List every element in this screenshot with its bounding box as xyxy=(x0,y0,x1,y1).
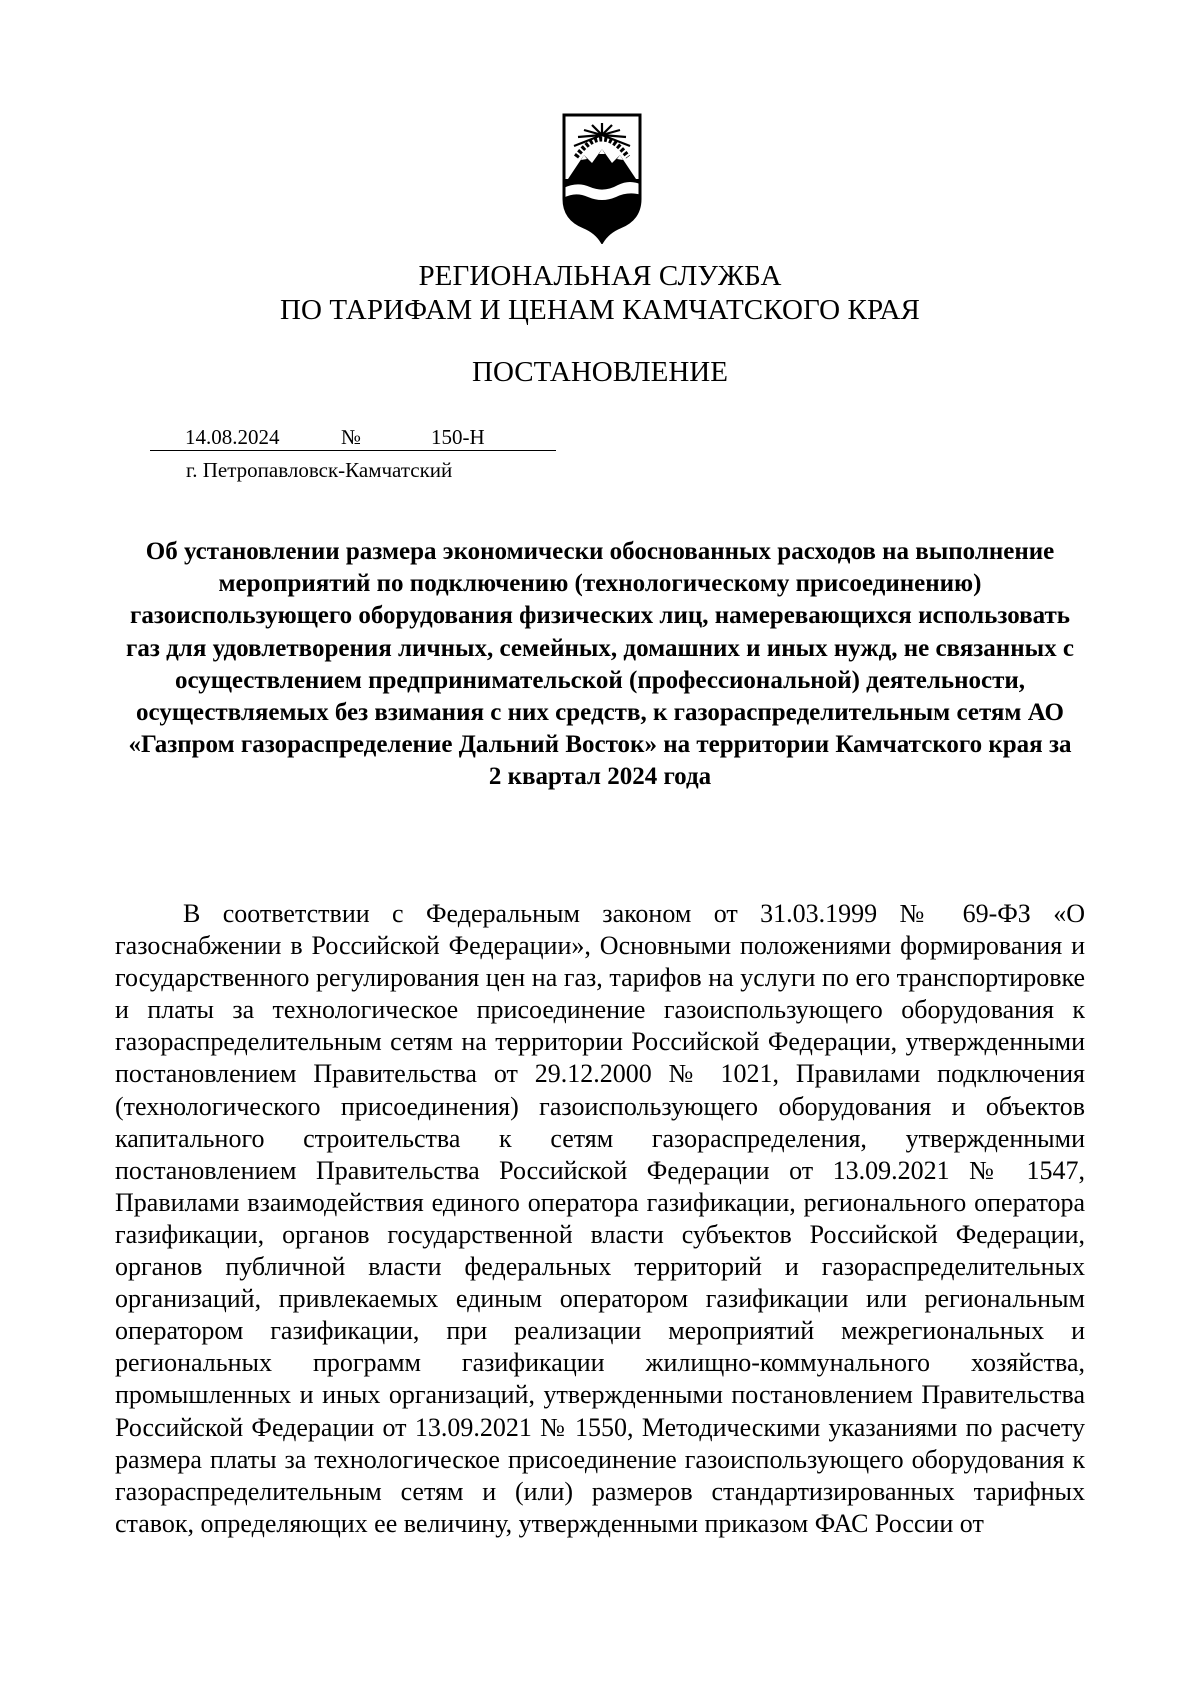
meta-underline xyxy=(150,450,556,451)
organization-name-line-1: РЕГИОНАЛЬНАЯ СЛУЖБА xyxy=(418,260,782,292)
number-sign: № xyxy=(341,425,362,449)
document-title: Об установлении размера экономически обоснованных расходов на выполнение мероприятий по подключению (технологическому присоединению) газоиспользующего оборудования физических лиц, намеревающихся использовать газ для удовлетворения личных, семейных, домашних и иных нужд, не связанных с осуществлением предпринимательской (профессиональной) деятельности, осуществляемых без взимания с них средств, к газораспределительным сетям АО «Газпром газораспределение Дальний Восток» на территории Камчатского края за 2 квартал 2024 года xyxy=(126,538,1074,791)
document-city: г. Петропавловск-Камчатский xyxy=(186,458,453,482)
kamchatka-coat-of-arms-icon xyxy=(562,113,642,244)
organization-name-line-2: ПО ТАРИФАМ И ЦЕНАМ КАМЧАТСКОГО КРАЯ xyxy=(280,294,920,326)
document-date: 14.08.2024 xyxy=(185,425,280,449)
document-number: 150-Н xyxy=(431,425,485,449)
document-body-paragraph: В соответствии с Федеральным законом от 31.03.1999 № 69-ФЗ «О газоснабжении в Российской Федерации», Основными положениями формирования и государственного регулирования цен на газ, тарифов на услуги по его транспортировке и платы за технологическое присоединение газоиспользующего оборудования к газораспределительным сетям на территории Российской Федерации, утвержденными постановлением Правительства от 29.12.2000 № 1021, Правилами подключения (технологического присоединения) газоиспользующего оборудования и объектов капитального строительства к сетям газораспределения, утвержденными постановлением Правительства Российской Федерации от 13.09.2021 № 1547, Правилами взаимодействия единого оператора газификации, регионального оператора газификации, органов государственной власти субъектов Российской Федерации, органов публичной власти федеральных территорий и газораспределительных организаций, привлекаемых единым оператором газификации или региональным оператором газификации, при реализации мероприятий межрегиональных и региональных программ газификации жилищно-коммунального хозяйства, промышленных и иных организаций, утвержденными постановлением Правительства Российской Федерации от 13.09.2021 № 1550, Методическими указаниями по расчету размера платы за технологическое присоединение газоиспользующего оборудования к газораспределительным сетям и (или) размеров стандартизированных тарифных ставок, определяющих ее величину, утвержденными приказом ФАС России от xyxy=(115,899,1085,1538)
document-meta-row xyxy=(150,421,556,451)
document-type: ПОСТАНОВЛЕНИЕ xyxy=(472,356,728,388)
